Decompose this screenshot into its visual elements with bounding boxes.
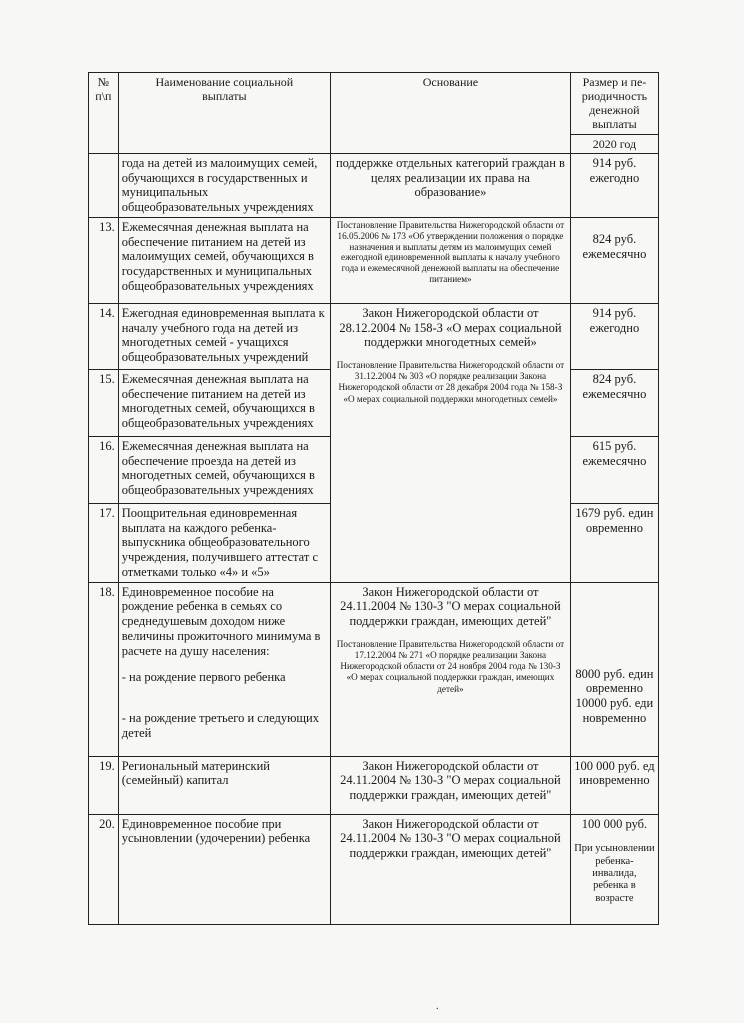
- scan-mark: .: [436, 1001, 439, 1012]
- row-name: Единовременное пособие на рождение ребенка в семьях со среднедушевым доходом ниже величины прожиточного минимума в расчете на душу населения: - на рождение первого ребенка - на рождение третьего и следующих детей: [118, 582, 330, 756]
- table-row: [89, 153, 659, 217]
- row-num: 14.: [89, 303, 119, 369]
- row-num: 20.: [89, 814, 119, 924]
- row-basis: Закон Нижегородской области от 24.11.2004 № 130-З "О мерах социальной поддержки граждан, имеющих детей": [331, 756, 571, 814]
- row-size: 914 руб. ежегодно: [570, 303, 658, 369]
- row-name: года на детей из малоимущих семей, обучающихся в государственных и муниципальных общеобразовательных учреждениях: [118, 153, 330, 217]
- size-first-child: 8000 руб. единовременно: [575, 666, 654, 696]
- row-num: 15.: [89, 369, 119, 436]
- row-size: 914 руб. ежегодно: [570, 153, 658, 217]
- row-basis-merged: [331, 303, 571, 582]
- row-name: Единовременное пособие при усыновлении (удочерении) ребенка: [118, 814, 330, 924]
- size-third-child: 10000 руб. единовременно: [575, 696, 654, 725]
- row-basis: поддержке отдельных категорий граждан в целях реализации их права на образование»: [331, 153, 571, 217]
- table-header-row: [89, 73, 659, 135]
- header-name: Наименование социальной выплаты: [118, 73, 330, 154]
- row-basis: Закон Нижегородской области от 24.11.2004 № 130-З "О мерах социальной поддержки граждан, имеющих детей": [331, 814, 571, 924]
- header-num: № п\п: [89, 73, 119, 154]
- header-size: Размер и пе- риодичность денежной выплаты: [570, 73, 658, 135]
- row-name: Ежемесячная денежная выплата на обеспечение проезда на детей из многодетных семей, обучающихся в общеобразовательных учреждениях: [118, 436, 330, 503]
- row-basis: Постановление Правительства Нижегородской области от 16.05.2006 № 173 «Об утверждении положения о порядке назначения и выплаты детям из малоимущих семей ежегодной единовременной выплаты к началу учебного года и ежемесячной денежной выплаты на обеспечение питанием»: [331, 217, 571, 303]
- table-row: [89, 814, 659, 924]
- basis-resolution: Постановление Правительства Нижегородской области от 17.12.2004 № 271 «О порядке реализации Закона Нижегородской области от 24 ноября 2004 года № 130-З «О мерах социальной поддержки граждан, имеющих детей»: [336, 638, 565, 694]
- size-note: При усыновлении ребенка-инвалида, ребенка в возрасте: [574, 843, 655, 904]
- row-num: 18.: [89, 582, 119, 756]
- header-year: 2020 год: [570, 134, 658, 153]
- name-sub-third-child: - на рождение третьего и следующих детей: [121, 711, 319, 740]
- row-name: Региональный материнский (семейный) капитал: [118, 756, 330, 814]
- row-num: 13.: [89, 217, 119, 303]
- row-size: 100 000 руб. единовременно: [570, 756, 658, 814]
- row-name: Ежегодная единовременная выплата к началу учебного года на детей из многодетных семей - учащихся общеобразовательных учреждений: [118, 303, 330, 369]
- header-basis: Основание: [331, 73, 571, 154]
- table-row: [89, 756, 659, 814]
- row-basis: [331, 582, 571, 756]
- row-size: 824 руб. ежемесячно: [570, 369, 658, 436]
- row-size: 615 руб. ежемесячно: [570, 436, 658, 503]
- table-row: [89, 303, 659, 369]
- basis-law: Закон Нижегородской области от 24.11.2004 № 130-З "О мерах социальной поддержки граждан, имеющих детей": [340, 584, 561, 629]
- row-name: Поощрительная единовременная выплата на каждого ребенка-выпускника общеобразовательного учреждения, получившего аттестат с отметками только «4» и «5»: [118, 503, 330, 582]
- table-row: [89, 582, 659, 756]
- row-name: Ежемесячная денежная выплата на обеспечение питанием на детей из малоимущих семей, обучающихся в государственных и муниципальных общеобразовательных учреждениях: [118, 217, 330, 303]
- name-sub-first-child: - на рождение первого ребенка: [121, 670, 286, 685]
- row-size: 824 руб. ежемесячно: [570, 217, 658, 303]
- row-num: [89, 153, 119, 217]
- row-size: 1679 руб. единовременно: [570, 503, 658, 582]
- social-payments-table: [88, 72, 659, 925]
- row-size: 100 000 руб. При усыновлении ребенка-инвалида, ребенка в возрасте: [570, 814, 658, 924]
- row-size: [570, 582, 658, 756]
- basis-resolution: Постановление Правительства Нижегородской области от 31.12.2004 № 303 «О порядке реализации Закона Нижегородской области от 28 декабря 2004 года № 158-З «О мерах социальной поддержки многодетных семей»: [336, 360, 565, 404]
- row-num: 17.: [89, 503, 119, 582]
- row-name: Ежемесячная денежная выплата на обеспечение питанием на детей из многодетных семей, обучающихся в общеобразовательных учреждениях: [118, 369, 330, 436]
- row-num: 16.: [89, 436, 119, 503]
- row-num: 19.: [89, 756, 119, 814]
- table-row: [89, 217, 659, 303]
- basis-law: Закон Нижегородской области от 28.12.2004 № 158-З «О мерах социальной поддержки многодетных семей»: [339, 305, 562, 350]
